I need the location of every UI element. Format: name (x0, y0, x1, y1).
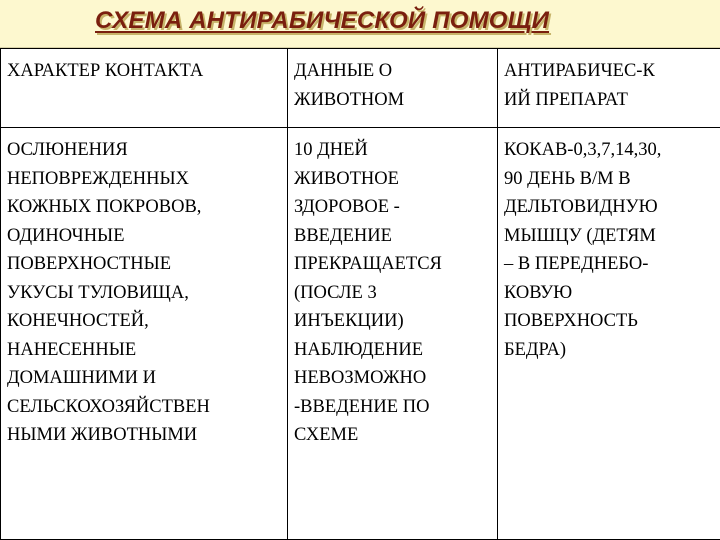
table-header-row (1, 49, 720, 128)
scheme-table (0, 48, 720, 540)
column-header-preparation: АНТИРАБИЧЕС-К ИЙ ПРЕПАРАТ (498, 49, 720, 128)
cell-animal-data: 10 ДНЕЙ ЖИВОТНОЕ ЗДОРОВОЕ - ВВЕДЕНИЕ ПРЕКРАЩАЕТСЯ (ПОСЛЕ 3 ИНЪЕКЦИИ) НАБЛЮДЕНИЕ НЕВОЗМОЖНО -ВВЕДЕНИЕ ПО СХЕМЕ (288, 128, 498, 540)
cell-preparation: КОКАВ-0,3,7,14,30, 90 ДЕНЬ В/М В ДЕЛЬТОВИДНУЮ МЫШЦУ (ДЕТЯМ – В ПЕРЕДНЕБО- КОВУЮ ПОВЕРХНОСТЬ БЕДРА) (498, 128, 720, 540)
title-bar (0, 0, 720, 48)
column-header-contact: ХАРАКТЕР КОНТАКТА (1, 49, 288, 128)
table-row (1, 128, 720, 540)
column-header-animal-data: ДАННЫЕ О ЖИВОТНОМ (288, 49, 498, 128)
cell-contact-description: ОСЛЮНЕНИЯ НЕПОВРЕЖДЕННЫХ КОЖНЫХ ПОКРОВОВ, ОДИНОЧНЫЕ ПОВЕРХНОСТНЫЕ УКУСЫ ТУЛОВИЩА, КОНЕЧНОСТЕЙ, НАНЕСЕННЫЕ ДОМАШНИМИ И СЕЛЬСКОХОЗЯЙСТВЕН НЫМИ ЖИВОТНЫМИ (1, 128, 288, 540)
page-title: СХЕМА АНТИРАБИЧЕСКОЙ ПОМОЩИ (95, 7, 550, 34)
